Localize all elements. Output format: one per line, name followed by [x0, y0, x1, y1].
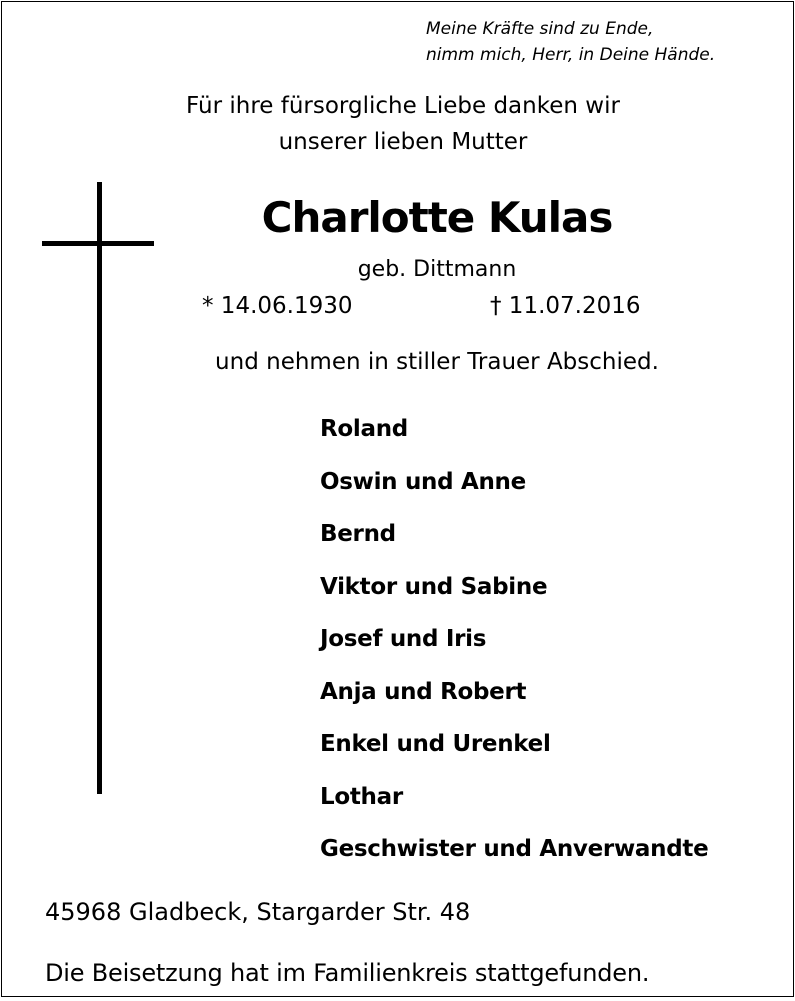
intro-line-2: unserer lieben Mutter — [278, 129, 528, 155]
deceased-name: Charlotte Kulas — [261, 193, 613, 242]
intro-line-1: Für ihre fürsorgliche Liebe danken wir — [186, 93, 620, 119]
intro-text — [102, 88, 704, 160]
mourner-item: Anja und Robert — [320, 678, 527, 705]
address-line: 45968 Gladbeck, Stargarder Str. 48 — [45, 898, 471, 926]
farewell-text: und nehmen in stiller Trauer Abschied. — [215, 349, 659, 375]
funeral-note: Die Beisetzung hat im Familienkreis stattgefunden. — [45, 959, 650, 987]
mourner-item: Lothar — [320, 783, 403, 810]
death-date: † 11.07.2016 — [490, 293, 641, 319]
obituary-notice — [1, 1, 794, 997]
maiden-name: geb. Dittmann — [357, 257, 517, 282]
cross-horizontal-bar — [42, 241, 154, 246]
mourner-item: Roland — [320, 416, 408, 442]
mourners-list — [320, 407, 780, 880]
motto-line-1: Meine Kräfte sind zu Ende, — [426, 19, 654, 39]
mourner-item: Enkel und Urenkel — [320, 731, 551, 757]
mourner-item: Josef und Iris — [320, 626, 487, 652]
motto-line-2: nimm mich, Herr, in Deine Hände. — [426, 45, 716, 65]
motto-verse — [426, 16, 771, 68]
cross-vertical-bar — [97, 182, 102, 794]
birth-date: * 14.06.1930 — [202, 293, 353, 319]
mourner-item: Geschwister und Anverwandte — [320, 836, 709, 862]
mourner-item: Bernd — [320, 521, 396, 547]
mourner-item: Viktor und Sabine — [320, 573, 548, 600]
mourner-item: Oswin und Anne — [320, 468, 526, 495]
